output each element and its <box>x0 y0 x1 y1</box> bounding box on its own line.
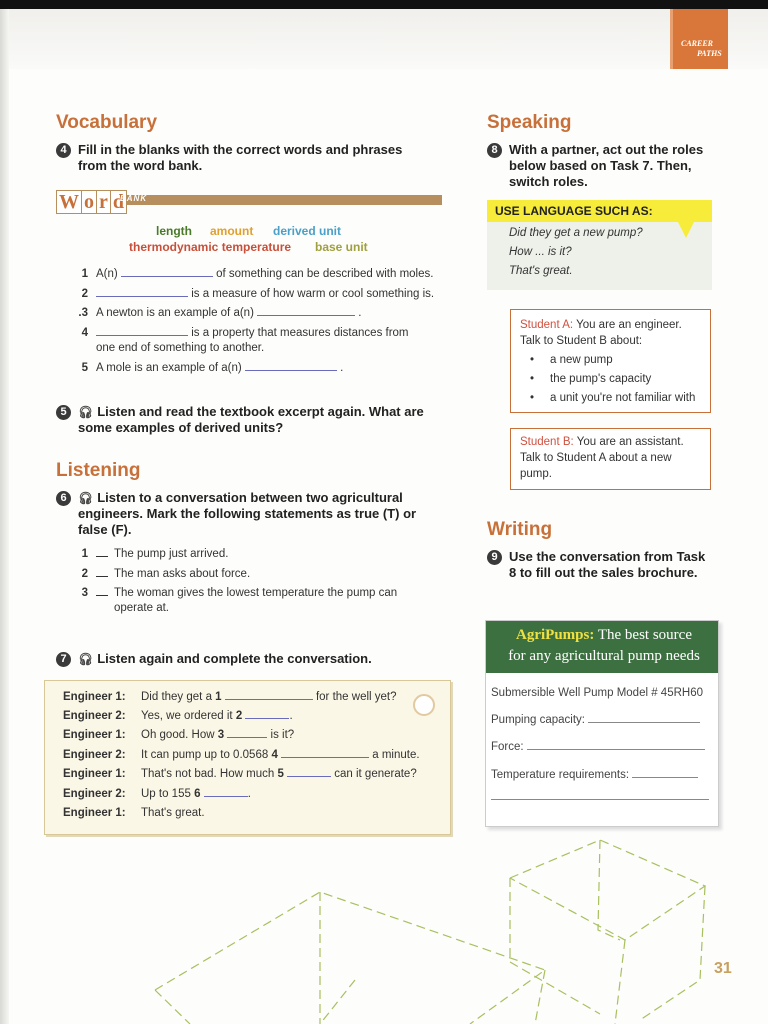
wb-letter: o <box>81 190 97 214</box>
word-bank-word: thermodynamic temperature <box>129 240 292 254</box>
brochure-field <box>491 769 698 781</box>
task-5-text: Listen and read the textbook excerpt again. What are some examples of derived units? <box>78 404 424 435</box>
writing-heading: Writing <box>487 519 553 540</box>
list-item: • the pump's capacity <box>550 371 701 387</box>
task-7-instruction <box>60 651 438 667</box>
line-pre: That's great. <box>141 807 205 819</box>
task-7-number: 7 <box>56 652 71 667</box>
vocab-item-2 <box>81 287 435 302</box>
brochure-tagline-2: for any agricultural pump needs <box>508 648 700 664</box>
top-edge <box>0 0 768 9</box>
conversation-line <box>63 806 205 821</box>
student-a-label: Student A: <box>520 319 574 331</box>
conversation-line <box>63 767 417 782</box>
answer-blank[interactable] <box>245 370 337 371</box>
task-4-number: 4 <box>56 143 71 158</box>
task-9-instruction <box>491 549 709 581</box>
tf-text: The man asks about force. <box>114 568 251 580</box>
item-post: is a measure of how warm or cool something is. <box>188 288 435 300</box>
line-pre: Oh good. How <box>141 729 218 741</box>
answer-blank[interactable] <box>281 757 369 758</box>
speech-pointer-icon <box>678 222 694 238</box>
line-pre: It can pump up to 0.0568 <box>141 749 272 761</box>
tf-item-3 <box>81 586 398 616</box>
blank-number: 1 <box>215 691 222 703</box>
word-bank-banner <box>56 190 442 216</box>
speaker: Engineer 2: <box>63 788 126 800</box>
list-item: • a unit you're not familiar with <box>550 390 701 406</box>
brochure-field <box>491 741 705 753</box>
speaker: Engineer 1: <box>63 807 126 819</box>
blank-number: 4 <box>271 749 278 761</box>
item-number: 1 <box>81 548 88 560</box>
item-number: 5 <box>81 362 88 374</box>
vocab-item-5 <box>81 361 344 376</box>
brochure-tagline-1: The best source <box>597 627 692 643</box>
tf-blank[interactable] <box>96 576 108 577</box>
brochure-field <box>491 714 700 726</box>
student-b-card <box>510 428 711 490</box>
task-7-text: Listen again and complete the conversation. <box>97 651 372 666</box>
conversation-box <box>44 680 451 835</box>
item-pre: A mole is an example of a(n) <box>96 362 245 374</box>
field-blank[interactable] <box>632 777 698 778</box>
field-label: Pumping capacity: <box>491 714 585 726</box>
headphones-icon: 🎧︎ <box>78 652 94 666</box>
speaker: Engineer 1: <box>63 768 126 780</box>
language-phrase: Did they get a new pump? <box>509 227 643 239</box>
student-a-list <box>520 352 701 406</box>
line-post: can it generate? <box>331 768 417 780</box>
field-blank[interactable] <box>527 749 705 750</box>
word-bank-logo <box>56 190 126 214</box>
tf-text: The woman gives the lowest temperature the pump can <box>114 587 398 599</box>
tab-line-2: PATHS <box>697 49 722 58</box>
speaker: Engineer 2: <box>63 710 126 722</box>
item-number: .3 <box>78 307 88 319</box>
wb-letter: W <box>56 190 82 214</box>
blank-number: 5 <box>277 768 284 780</box>
task-5-instruction <box>60 404 428 436</box>
item-post: of something can be described with moles. <box>212 268 434 280</box>
task-9-text: Use the conversation from Task 8 to fill out the sales brochure. <box>509 549 706 580</box>
word-bank-word: length <box>156 224 192 238</box>
item-number: 2 <box>81 568 88 580</box>
career-paths-tab <box>670 9 728 69</box>
answer-blank[interactable] <box>225 699 313 700</box>
language-box <box>487 200 712 290</box>
item-number: 4 <box>81 327 88 339</box>
item-number: 3 <box>81 587 88 599</box>
sales-brochure <box>485 620 719 827</box>
word-bank-word: derived unit <box>273 224 342 238</box>
page-number: 31 <box>714 960 732 977</box>
line-pre: Yes, we ordered it <box>141 710 236 722</box>
task-8-instruction <box>491 142 709 190</box>
item-post: . <box>355 307 362 319</box>
tf-blank[interactable] <box>96 595 108 596</box>
task-8-number: 8 <box>487 143 502 158</box>
conversation-line <box>63 690 397 705</box>
item-number: 2 <box>81 288 88 300</box>
blank-number: 6 <box>194 788 201 800</box>
field-label: Temperature requirements: <box>491 769 630 781</box>
answer-blank[interactable] <box>245 718 289 719</box>
line-post: . <box>247 788 251 800</box>
line-post: is it? <box>267 729 295 741</box>
brochure-brand: AgriPumps: <box>516 627 595 643</box>
task-9-number: 9 <box>487 550 502 565</box>
task-6-instruction <box>60 490 438 538</box>
speaker: Engineer 1: <box>63 691 126 703</box>
item-number: 1 <box>81 268 88 280</box>
word-bank-word: amount <box>210 224 254 238</box>
listening-heading: Listening <box>56 460 141 481</box>
brochure-model: Submersible Well Pump Model # 45RH60 <box>491 687 703 699</box>
word-bank-bar <box>116 195 442 205</box>
speaker: Engineer 1: <box>63 729 126 741</box>
item-post: is a property that measures distances from <box>188 327 409 339</box>
item-line2: one end of something to another. <box>96 342 265 354</box>
answer-blank[interactable] <box>257 315 355 316</box>
line-post: for the well yet? <box>312 691 397 703</box>
tf-text: The pump just arrived. <box>114 548 229 560</box>
vocab-item-3 <box>78 306 362 321</box>
task-6-number: 6 <box>56 491 71 506</box>
vocab-item-1 <box>81 267 434 282</box>
speaking-heading: Speaking <box>487 112 572 133</box>
answer-blank[interactable] <box>287 776 331 777</box>
task-6-text: Listen to a conversation between two agricultural engineers. Mark the following statements as true (T) or false (F). <box>78 490 417 537</box>
tf-text-line2: operate at. <box>114 602 169 614</box>
item-pre: A(n) <box>96 268 121 280</box>
binder-ring-icon <box>413 694 435 716</box>
tf-blank[interactable] <box>96 556 108 557</box>
list-item: • a new pump <box>550 352 701 368</box>
line-pre: Up to 155 <box>141 788 195 800</box>
field-blank[interactable] <box>491 787 709 800</box>
line-pre: Did they get a <box>141 691 216 703</box>
brochure-field <box>491 787 709 803</box>
language-phrase: That's great. <box>509 265 573 277</box>
blank-number: 2 <box>235 710 243 722</box>
wb-letter: r <box>96 190 111 214</box>
language-box-heading: USE LANGUAGE SUCH AS: <box>487 200 712 222</box>
tf-item-2 <box>81 567 251 582</box>
language-phrase: How ... is it? <box>509 246 572 258</box>
conversation-line <box>63 728 294 743</box>
answer-blank[interactable] <box>96 335 188 336</box>
task-5-number: 5 <box>56 405 71 420</box>
task-8-text: With a partner, act out the roles below based on Task 7. Then, switch roles. <box>509 142 704 189</box>
blank-number: 3 <box>217 729 225 741</box>
answer-blank[interactable] <box>204 796 248 797</box>
headphones-icon: 🎧︎ <box>78 405 94 419</box>
student-a-card <box>510 309 711 413</box>
decorative-cubes <box>0 830 768 1024</box>
item-post: . <box>336 362 344 374</box>
answer-blank[interactable] <box>227 737 267 738</box>
line-post: a minute. <box>369 749 420 761</box>
vocab-item-4 <box>81 326 409 356</box>
conversation-line <box>63 709 293 724</box>
answer-blank[interactable] <box>96 296 188 297</box>
wb-letter: d <box>110 190 127 214</box>
conversation-line <box>63 787 251 802</box>
student-b-label: Student B: <box>520 436 574 448</box>
tab-line-1: CAREER <box>681 39 714 48</box>
student-b-text: You are an assistant. Talk to Student A about a new pump. <box>520 436 684 480</box>
tf-item-1 <box>81 547 229 562</box>
header-band <box>0 9 768 69</box>
line-post: . <box>289 710 293 722</box>
brochure-header <box>486 621 718 673</box>
speaker: Engineer 2: <box>63 749 126 761</box>
headphones-icon: 🎧︎ <box>78 491 94 505</box>
vocabulary-heading: Vocabulary <box>56 112 158 133</box>
item-pre: A newton is an example of a(n) <box>96 307 258 319</box>
student-a-text: You are an engineer. Talk to Student B about: <box>520 319 682 347</box>
field-label: Force: <box>491 741 524 753</box>
word-bank-word: base unit <box>315 240 368 254</box>
answer-blank[interactable] <box>121 276 213 277</box>
word-bank-label: BANK <box>120 194 148 203</box>
conversation-line <box>63 748 420 763</box>
line-pre: That's not bad. How much <box>141 768 278 780</box>
task-4-text: Fill in the blanks with the correct words and phrases from the word bank. <box>78 142 403 173</box>
field-blank[interactable] <box>588 722 700 723</box>
task-4-instruction <box>60 142 428 174</box>
